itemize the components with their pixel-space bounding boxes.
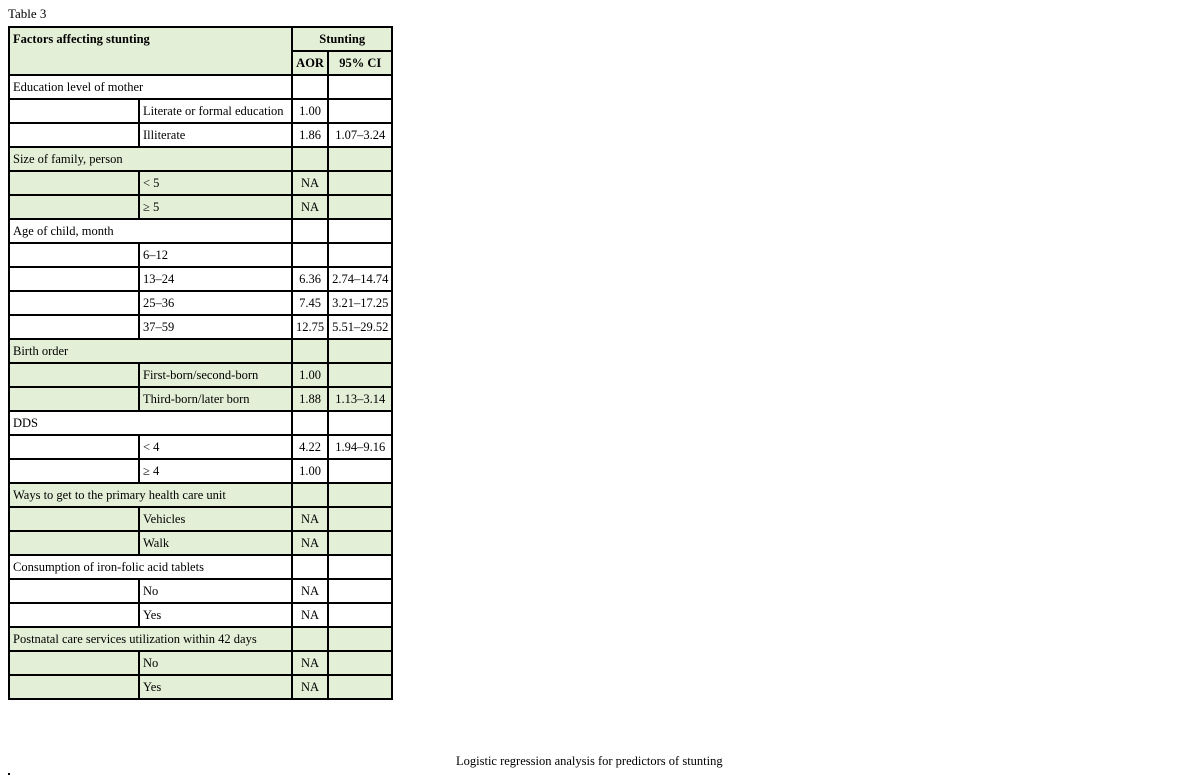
stunting-table xyxy=(8,26,393,700)
table-row xyxy=(9,651,392,675)
group-row xyxy=(9,339,392,363)
item-label: 25–36 xyxy=(139,291,292,315)
aor-cell: 12.75 xyxy=(292,315,328,339)
stray-dot xyxy=(8,773,10,775)
indent-cell xyxy=(9,531,139,555)
header-factors: Factors affecting stunting xyxy=(9,27,292,75)
aor-cell xyxy=(292,75,328,99)
group-row xyxy=(9,75,392,99)
ci-cell xyxy=(328,531,392,555)
ci-cell xyxy=(328,579,392,603)
item-label: 37–59 xyxy=(139,315,292,339)
ci-cell: 2.74–14.74 xyxy=(328,267,392,291)
aor-cell: 1.88 xyxy=(292,387,328,411)
aor-cell xyxy=(292,555,328,579)
ci-cell xyxy=(328,507,392,531)
ci-cell xyxy=(328,411,392,435)
table-row xyxy=(9,363,392,387)
ci-cell xyxy=(328,339,392,363)
group-row xyxy=(9,627,392,651)
item-label: Yes xyxy=(139,675,292,699)
ci-cell xyxy=(328,171,392,195)
indent-cell xyxy=(9,171,139,195)
aor-cell: NA xyxy=(292,531,328,555)
ci-cell: 1.07–3.24 xyxy=(328,123,392,147)
indent-cell xyxy=(9,99,139,123)
table-row xyxy=(9,579,392,603)
indent-cell xyxy=(9,291,139,315)
indent-cell xyxy=(9,651,139,675)
table-header xyxy=(9,27,392,75)
group-row xyxy=(9,483,392,507)
group-label: Ways to get to the primary health care unit xyxy=(9,483,292,507)
aor-cell: NA xyxy=(292,603,328,627)
group-label: DDS xyxy=(9,411,292,435)
header-aor: AOR xyxy=(292,51,328,75)
table-row xyxy=(9,675,392,699)
group-label: Size of family, person xyxy=(9,147,292,171)
table-row xyxy=(9,243,392,267)
aor-cell xyxy=(292,411,328,435)
aor-cell: NA xyxy=(292,171,328,195)
ci-cell: 1.13–3.14 xyxy=(328,387,392,411)
aor-cell: NA xyxy=(292,651,328,675)
group-label: Postnatal care services utilization within 42 days xyxy=(9,627,292,651)
indent-cell xyxy=(9,267,139,291)
group-row xyxy=(9,219,392,243)
aor-cell: 4.22 xyxy=(292,435,328,459)
table-row xyxy=(9,387,392,411)
table-body xyxy=(9,75,392,699)
table-label: Table 3 xyxy=(8,6,47,21)
item-label: No xyxy=(139,651,292,675)
table-row xyxy=(9,99,392,123)
group-label: Education level of mother xyxy=(9,75,292,99)
table-row xyxy=(9,603,392,627)
indent-cell xyxy=(9,123,139,147)
aor-cell: 1.00 xyxy=(292,363,328,387)
ci-cell: 1.94–9.16 xyxy=(328,435,392,459)
ci-cell xyxy=(328,147,392,171)
aor-cell xyxy=(292,339,328,363)
ci-cell xyxy=(328,363,392,387)
item-label: < 5 xyxy=(139,171,292,195)
ci-cell xyxy=(328,75,392,99)
group-label: Age of child, month xyxy=(9,219,292,243)
item-label: 13–24 xyxy=(139,267,292,291)
item-label: < 4 xyxy=(139,435,292,459)
aor-cell: NA xyxy=(292,579,328,603)
aor-cell xyxy=(292,219,328,243)
indent-cell xyxy=(9,507,139,531)
table-row xyxy=(9,291,392,315)
indent-cell xyxy=(9,675,139,699)
indent-cell xyxy=(9,315,139,339)
table-row xyxy=(9,315,392,339)
table-row xyxy=(9,459,392,483)
table-row xyxy=(9,435,392,459)
indent-cell xyxy=(9,363,139,387)
ci-cell xyxy=(328,651,392,675)
table-row xyxy=(9,531,392,555)
aor-cell: 6.36 xyxy=(292,267,328,291)
ci-cell xyxy=(328,603,392,627)
header-stunting: Stunting xyxy=(292,27,392,51)
header-ci: 95% CI xyxy=(328,51,392,75)
ci-cell xyxy=(328,243,392,267)
item-label: ≥ 5 xyxy=(139,195,292,219)
indent-cell xyxy=(9,195,139,219)
aor-cell: NA xyxy=(292,195,328,219)
group-row xyxy=(9,147,392,171)
indent-cell xyxy=(9,603,139,627)
item-label: 6–12 xyxy=(139,243,292,267)
item-label: Third-born/later born xyxy=(139,387,292,411)
indent-cell xyxy=(9,435,139,459)
indent-cell xyxy=(9,459,139,483)
item-label: First-born/second-born xyxy=(139,363,292,387)
table-caption: Logistic regression analysis for predictors of stunting xyxy=(456,754,723,768)
item-label: Illiterate xyxy=(139,123,292,147)
item-label: Vehicles xyxy=(139,507,292,531)
group-row xyxy=(9,555,392,579)
ci-cell xyxy=(328,627,392,651)
aor-cell: 7.45 xyxy=(292,291,328,315)
aor-cell xyxy=(292,147,328,171)
group-label: Birth order xyxy=(9,339,292,363)
aor-cell xyxy=(292,483,328,507)
group-label: Consumption of iron-folic acid tablets xyxy=(9,555,292,579)
aor-cell: NA xyxy=(292,675,328,699)
indent-cell xyxy=(9,387,139,411)
item-label: Yes xyxy=(139,603,292,627)
ci-cell xyxy=(328,99,392,123)
indent-cell xyxy=(9,243,139,267)
ci-cell xyxy=(328,555,392,579)
table-row xyxy=(9,267,392,291)
table-row xyxy=(9,171,392,195)
aor-cell xyxy=(292,243,328,267)
aor-cell xyxy=(292,627,328,651)
ci-cell: 3.21–17.25 xyxy=(328,291,392,315)
table-row xyxy=(9,195,392,219)
item-label: Literate or formal education xyxy=(139,99,292,123)
item-label: ≥ 4 xyxy=(139,459,292,483)
aor-cell: 1.86 xyxy=(292,123,328,147)
item-label: Walk xyxy=(139,531,292,555)
ci-cell xyxy=(328,219,392,243)
ci-cell xyxy=(328,195,392,219)
item-label: No xyxy=(139,579,292,603)
ci-cell xyxy=(328,675,392,699)
table-row xyxy=(9,507,392,531)
table-row xyxy=(9,123,392,147)
aor-cell: NA xyxy=(292,507,328,531)
group-row xyxy=(9,411,392,435)
aor-cell: 1.00 xyxy=(292,459,328,483)
ci-cell xyxy=(328,483,392,507)
ci-cell xyxy=(328,459,392,483)
aor-cell: 1.00 xyxy=(292,99,328,123)
indent-cell xyxy=(9,579,139,603)
ci-cell: 5.51–29.52 xyxy=(328,315,392,339)
